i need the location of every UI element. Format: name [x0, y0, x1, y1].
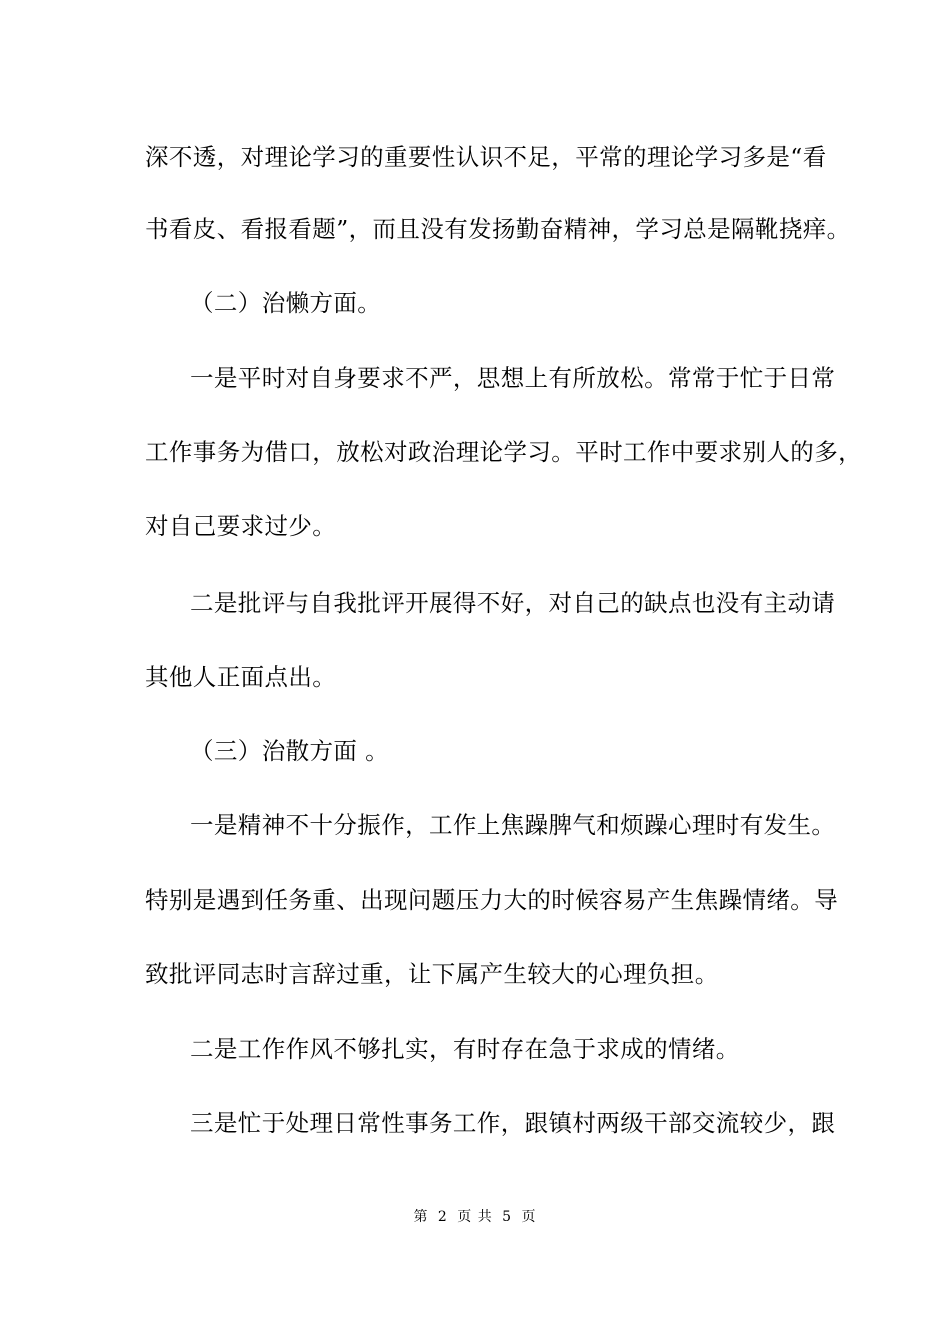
section-heading-3: （三）治散方面 。: [190, 737, 390, 765]
text-line-6: 对自己要求过少。: [145, 512, 337, 540]
footer-current-page: 2: [437, 1209, 448, 1225]
text-line-10: 一是精神不十分振作，工作上焦躁脾气和烦躁心理时有发生。: [190, 811, 836, 839]
text-line-5: 工作事务为借口，放松对政治理论学习。平时工作中要求别人的多，: [145, 438, 862, 466]
text-line-8: 其他人正面点出。: [145, 663, 337, 691]
page-footer: [0, 1208, 950, 1226]
text-line-13: 二是工作作风不够扎实，有时存在急于求成的情绪。: [190, 1035, 740, 1063]
text-line-2: 书看皮、看报看题”，而且没有发扬勤奋精神，学习总是隔靴挠痒。: [145, 215, 851, 243]
section-heading-2: （二）治懒方面。: [190, 289, 382, 317]
text-line-14: 三是忙于处理日常性事务工作，跟镇村两级干部交流较少，跟: [190, 1109, 836, 1137]
text-line-7: 二是批评与自我批评开展得不好，对自己的缺点也没有主动请: [190, 589, 836, 617]
text-line-12: 致批评同志时言辞过重，让下属产生较大的心理负担。: [145, 960, 719, 988]
text-line-1: 深不透，对理论学习的重要性认识不足，平常的理论学习多是“看: [145, 143, 827, 171]
footer-middle: 页 共: [457, 1209, 493, 1225]
text-line-4: 一是平时对自身要求不严，思想上有所放松。常常于忙于日常: [190, 364, 836, 392]
text-line-11: 特别是遇到任务重、出现问题压力大的时候容易产生焦躁情绪。导: [145, 886, 839, 914]
footer-prefix: 第: [413, 1209, 429, 1225]
footer-total-pages: 5: [502, 1209, 513, 1225]
footer-suffix: 页: [521, 1209, 537, 1225]
